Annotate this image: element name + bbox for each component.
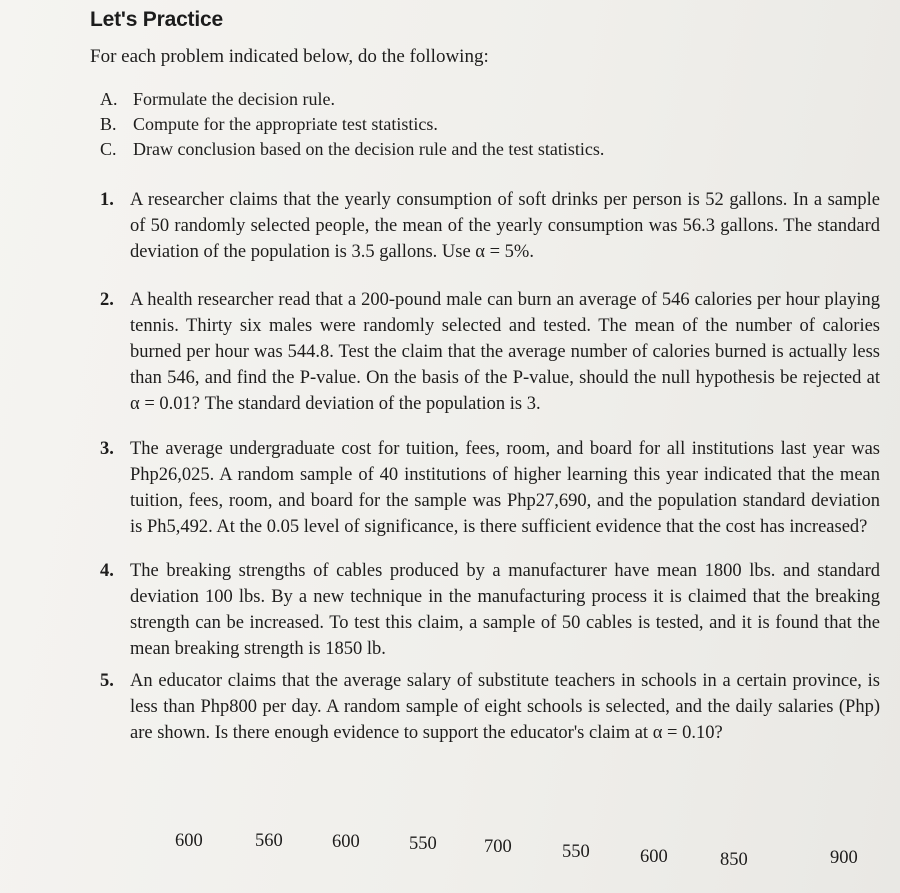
step-item (100, 112, 800, 137)
problem-number: 4. (100, 561, 114, 581)
problem-number: 1. (100, 190, 114, 210)
salary-value: 900 (830, 848, 858, 868)
problem-number: 3. (100, 439, 114, 459)
salary-values (175, 828, 865, 868)
problem-text: A health researcher read that a 200-pound male can burn an average of 546 calories per hour playing tennis. Thirty six males were randomly selected and tested. The mean of the number of calories burned per hour was 544.8. Test the claim that the average number of calories burned is actually less than 546, and find the P-value. On the basis of the P-value, should the null hypothesis be rejected at α = 0.01? The standard deviation of the population is 3. (130, 290, 880, 414)
salary-value: 600 (332, 832, 360, 852)
step-item (100, 87, 800, 112)
problem-text: The breaking strengths of cables produced by a manufacturer have mean 1800 lbs. and standard deviation 100 lbs. By a new technique in the manufacturing process it is claimed that the breaking strength can be increased. To test this claim, a sample of 50 cables is tested, and it is found that the mean breaking strength is 1850 lb. (130, 561, 880, 659)
page-title: Let's Practice (90, 8, 223, 31)
instructions: For each problem indicated below, do the following: (90, 46, 489, 67)
salary-value: 600 (175, 831, 203, 851)
problem-text: The average undergraduate cost for tuition, fees, room, and board for all institutions last year was Php26,025. A random sample of 40 institutions of higher learning this year indicated that the mean tuition, fees, room, and board for the sample was Php27,690, and the population standard deviation is Ph5,492. At the 0.05 level of significance, is there sufficient evidence that the cost has increased? (130, 439, 880, 537)
step-item (100, 137, 800, 162)
step-text: Compute for the appropriate test statistics. (133, 114, 438, 134)
step-marker: B. (100, 114, 117, 134)
step-marker: A. (100, 89, 118, 109)
problem-item (100, 187, 880, 265)
problem-item (100, 668, 880, 746)
salary-value: 600 (640, 847, 668, 867)
problem-item (100, 558, 880, 662)
problem-item (100, 436, 880, 540)
problem-number: 5. (100, 671, 114, 691)
salary-value: 850 (720, 850, 748, 870)
salary-value: 550 (409, 834, 437, 854)
salary-value: 700 (484, 837, 512, 857)
salary-value: 550 (562, 842, 590, 862)
step-marker: C. (100, 139, 117, 159)
problems-list (100, 187, 880, 746)
step-text: Draw conclusion based on the decision rule and the test statistics. (133, 139, 605, 159)
problem-text: An educator claims that the average salary of substitute teachers in schools in a certain province, is less than Php800 per day. A random sample of eight schools is selected, and the daily salaries (Php) are shown. Is there enough evidence to support the educator's claim at α = 0.10? (130, 671, 880, 743)
steps-list (100, 87, 800, 162)
problem-item (100, 287, 880, 417)
salary-value: 560 (255, 831, 283, 851)
problem-text: A researcher claims that the yearly consumption of soft drinks per person is 52 gallons. In a sample of 50 randomly selected people, the mean of the yearly consumption was 56.3 gallons. The standard deviation of the population is 3.5 gallons. Use α = 5%. (130, 190, 880, 262)
step-text: Formulate the decision rule. (133, 89, 335, 109)
problem-number: 2. (100, 290, 114, 310)
